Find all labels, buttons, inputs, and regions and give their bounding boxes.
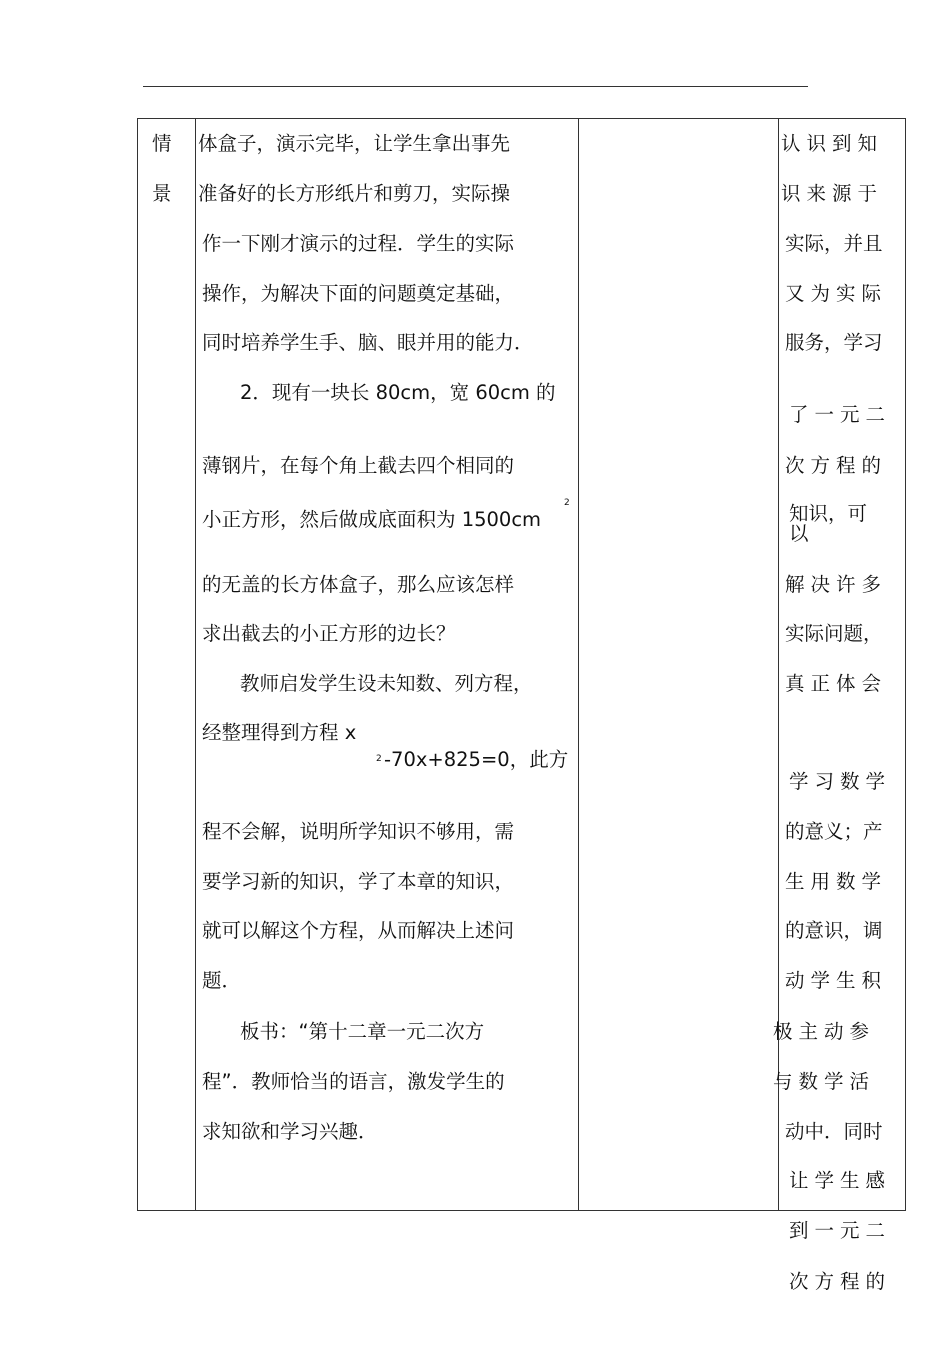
content-line: 题．: [202, 969, 242, 992]
intent-line: 的意义；产: [785, 820, 883, 843]
intent-line: 识来源于: [781, 182, 884, 205]
table-bottom-border: [137, 1210, 906, 1211]
stage-label-line: 情: [152, 132, 172, 155]
content-line: 板书：“第十二章一元二次方: [240, 1020, 485, 1043]
intent-line: 知识，可: [789, 502, 868, 525]
content-line: 教师启发学生设未知数、列方程，: [240, 672, 533, 695]
content-line: 的无盖的长方体盒子，那么应该怎样: [202, 573, 515, 596]
intent-line: 解决许多: [785, 573, 888, 596]
content-line: 体盒子，演示完毕，让学生拿出事先: [198, 132, 511, 155]
content-line: 准备好的长方形纸片和剪刀，实际操: [198, 182, 511, 205]
intent-line: 与数学活: [773, 1070, 876, 1093]
intent-line: 以: [789, 522, 809, 545]
content-line: 薄钢片，在每个角上截去四个相同的: [202, 454, 515, 477]
content-line: -70x+825=0，此方: [384, 748, 569, 771]
intent-line: 了一元二: [789, 403, 892, 426]
header-rule: [143, 86, 808, 87]
intent-line: 极主动参: [773, 1020, 876, 1043]
content-line: 程”．教师恰当的语言，激发学生的: [202, 1070, 505, 1093]
intent-line: 服务，学习: [785, 331, 883, 354]
intent-line: 到一元二: [789, 1219, 892, 1242]
intent-line: 次方程的: [789, 1270, 892, 1293]
intent-line: 动学生积: [785, 969, 888, 992]
table-top-border: [137, 118, 906, 119]
intent-line: 的意识，调: [785, 919, 883, 942]
content-line: 程不会解，说明所学知识不够用，需: [202, 820, 515, 843]
table-border-right: [905, 118, 906, 1210]
stage-label-line: 景: [152, 182, 172, 205]
content-line: 求出截去的小正方形的边长？: [202, 622, 456, 645]
content-line: 2．现有一块长 80cm，宽 60cm 的: [240, 381, 556, 404]
content-line: 要学习新的知识，学了本章的知识，: [202, 870, 515, 893]
table-divider-2: [578, 118, 579, 1210]
intent-line: 动中．同时: [785, 1120, 883, 1143]
intent-line: 实际，并且: [785, 232, 883, 255]
intent-line: 让学生感: [789, 1169, 892, 1192]
superscript-2: 2: [376, 754, 382, 764]
intent-line: 次方程的: [785, 454, 888, 477]
table-divider-1: [195, 118, 196, 1210]
intent-line: 又为实际: [785, 282, 888, 305]
superscript-2: 2: [564, 498, 570, 508]
intent-line: 生用数学: [785, 870, 888, 893]
intent-line: 实际问题，: [785, 622, 883, 645]
table-divider-3: [778, 118, 779, 1210]
intent-line: 真正体会: [785, 672, 888, 695]
content-line: 同时培养学生手、脑、眼并用的能力．: [202, 331, 534, 354]
content-line: 经整理得到方程 x: [202, 721, 357, 744]
content-line: 作一下刚才演示的过程．学生的实际: [202, 232, 515, 255]
intent-line: 学习数学: [789, 770, 892, 793]
intent-line: 认识到知: [781, 132, 884, 155]
content-line: 小正方形，然后做成底面积为 1500cm: [202, 508, 542, 531]
table-border-left: [137, 118, 138, 1210]
content-line: 求知欲和学习兴趣．: [202, 1120, 378, 1143]
content-line: 就可以解这个方程，从而解决上述问: [202, 919, 515, 942]
content-line: 操作，为解决下面的问题奠定基础，: [202, 282, 515, 305]
